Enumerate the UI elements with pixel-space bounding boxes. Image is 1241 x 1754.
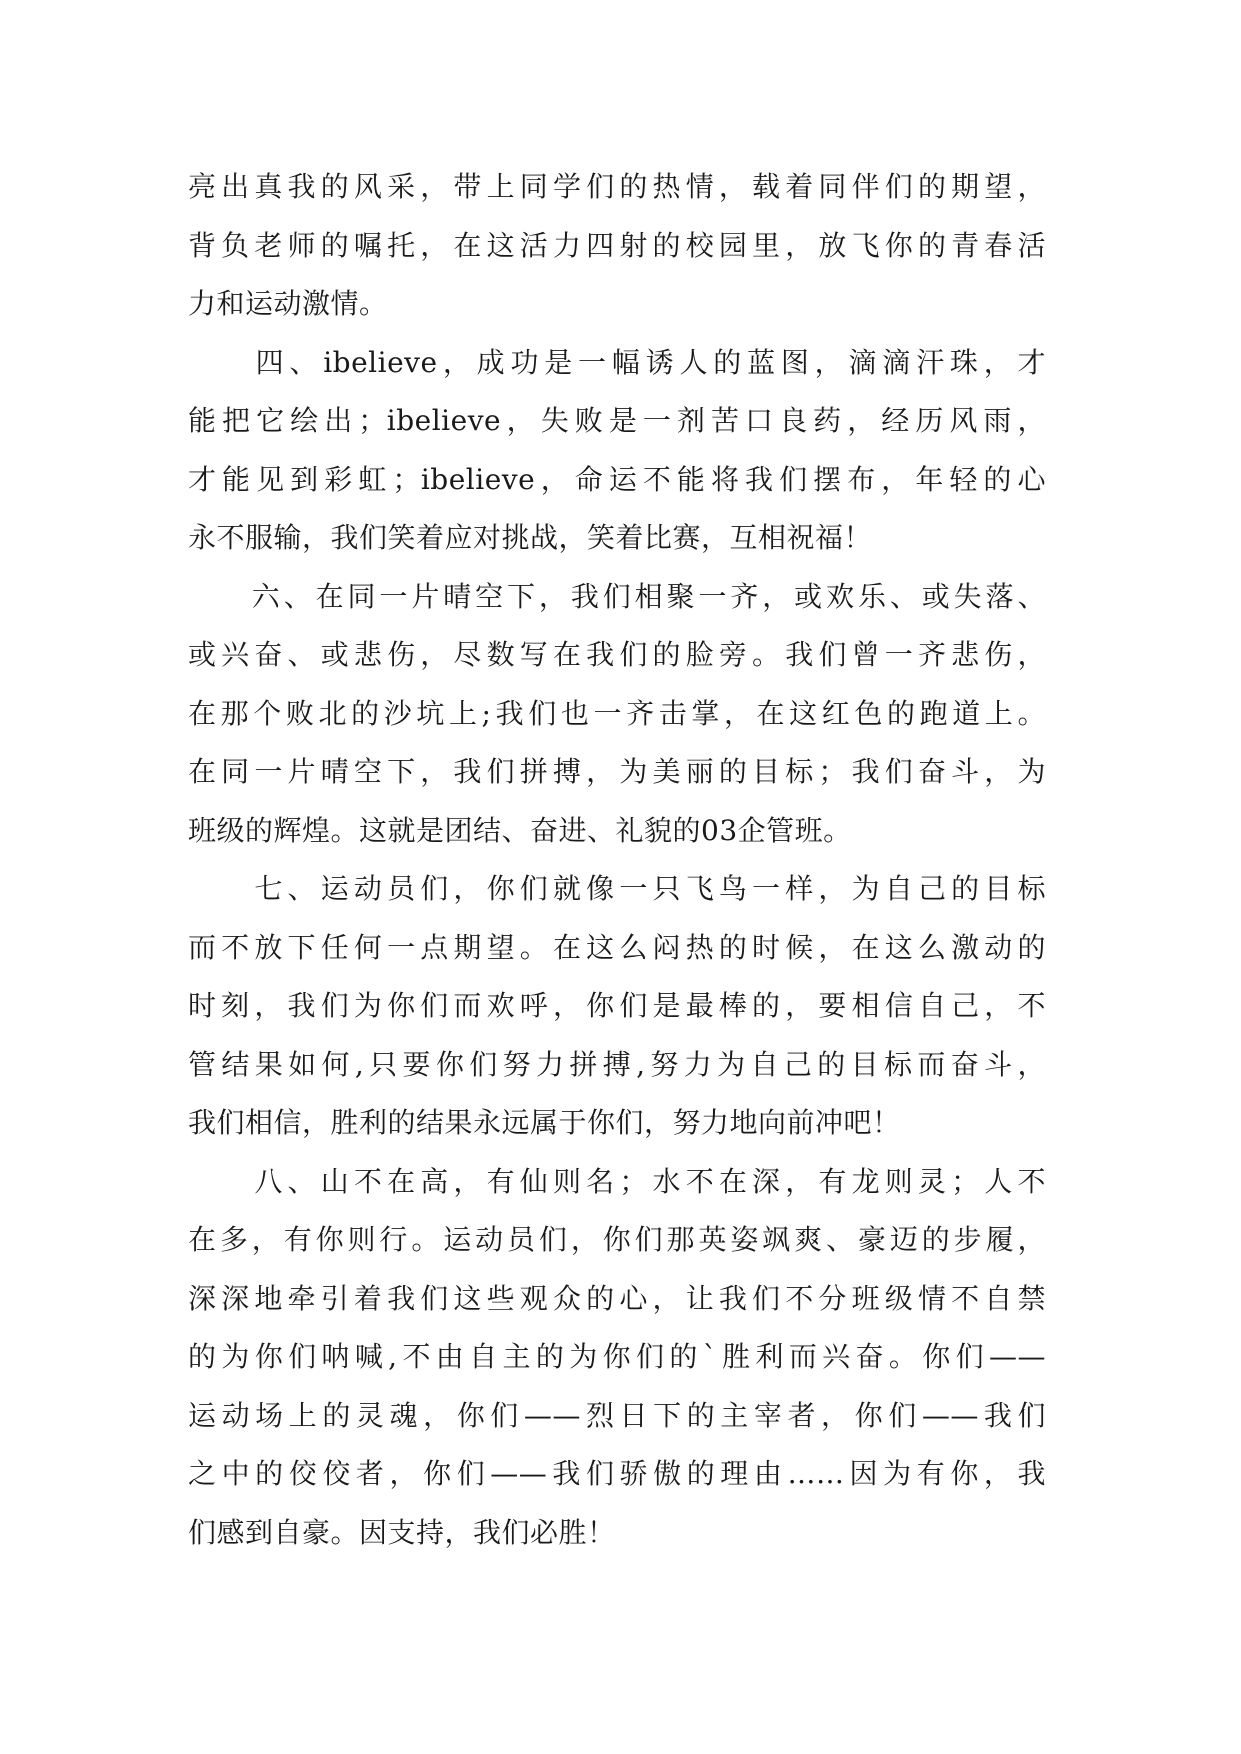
text-line: 才能见到彩虹；ibelieve，命运不能将我们摆布，年轻的心 [188,462,1046,496]
text-line: 六、在同一片晴空下，我们相聚一齐，或欢乐、或失落、 [188,579,1046,613]
text-line: 的为你们呐喊,不由自主的为你们的`胜利而兴奋。你们—— [188,1340,1046,1373]
text-line: 在多，有你则行。运动员们，你们那英姿飒爽、豪迈的步履， [188,1223,1046,1256]
text-line: 七、运动员们，你们就像一只飞鸟一样，为自己的目标 [188,872,1046,905]
text-line: 时刻，我们为你们而欢呼，你们是最棒的，要相信自己，不 [188,989,1046,1022]
text-line: 能把它绘出；ibelieve，失败是一剂苦口良药，经历风雨， [188,404,1046,437]
text-line: 在那个败北的沙坑上;我们也一齐击掌，在这红色的跑道上。 [188,696,1046,730]
text-line: 班级的辉煌。这就是团结、奋进、礼貌的03企管班。 [188,813,852,847]
text-line: 之中的佼佼者，你们——我们骄傲的理由……因为有你，我 [188,1457,1046,1490]
text-line: 四、ibelieve，成功是一幅诱人的蓝图，滴滴汗珠，才 [188,345,1046,379]
text-line: 永不服输，我们笑着应对挑战，笑着比赛，互相祝福！ [188,521,873,554]
text-line: 们感到自豪。因支持，我们必胜！ [188,1515,616,1549]
document-body [188,158,1046,1562]
text-line: 管结果如何,只要你们努力拼搏,努力为自己的目标而奋斗， [188,1047,1046,1081]
text-line: 八、山不在高，有仙则名；水不在深，有龙则灵；人不 [188,1164,1046,1198]
text-line: 力和运动激情。 [188,287,388,320]
text-line: 在同一片晴空下，我们拼搏，为美丽的目标；我们奋斗，为 [188,755,1046,788]
text-line: 运动场上的灵魂，你们——烈日下的主宰者，你们——我们 [188,1398,1046,1432]
text-line: 亮出真我的风采，带上同学们的热情，载着同伴们的期望， [188,170,1046,203]
text-line: 深深地牵引着我们这些观众的心，让我们不分班级情不自禁 [188,1281,1046,1315]
text-line: 我们相信，胜利的结果永远属于你们，努力地向前冲吧！ [188,1106,901,1139]
text-line: 而不放下任何一点期望。在这么闷热的时候，在这么激动的 [188,930,1046,964]
text-line: 或兴奋、或悲伤，尽数写在我们的脸旁。我们曾一齐悲伤， [188,638,1046,671]
text-line: 背负老师的嘱托，在这活力四射的校园里，放飞你的青春活 [188,228,1046,262]
